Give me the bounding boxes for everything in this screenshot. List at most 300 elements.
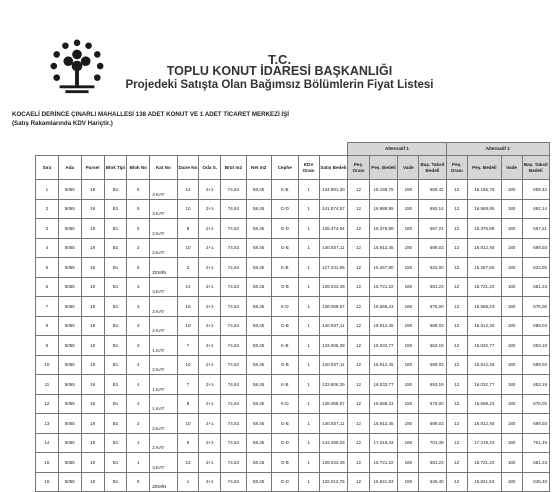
table-cell: 16.912,45 xyxy=(467,316,501,336)
table-cell: 16.568,23 xyxy=(369,394,398,414)
table-cell: 5055 xyxy=(58,277,81,297)
table-cell: 12 xyxy=(348,375,369,395)
table-cell: 5055 xyxy=(58,355,81,375)
table-cell: 16.032,77 xyxy=(369,375,398,395)
table-cell: 1 xyxy=(177,472,199,492)
price-table xyxy=(35,142,550,492)
table-row xyxy=(36,219,550,239)
table-cell: 10 xyxy=(177,414,199,434)
table-cell: 645,40 xyxy=(522,472,549,492)
table-cell: 141.574,57 xyxy=(319,199,348,219)
table-cell: 14 xyxy=(177,277,199,297)
table-cell: 11 xyxy=(36,375,59,395)
table-cell: 1 xyxy=(298,258,319,278)
table-cell: 15.267,80 xyxy=(467,258,501,278)
table-cell: ZEMİN xyxy=(150,472,177,492)
table-cell: 12 xyxy=(446,472,467,492)
table-cell: 180 xyxy=(501,316,522,336)
table-cell: B1 xyxy=(104,316,127,336)
table-cell: 74,63 xyxy=(221,316,246,336)
table-cell: 180 xyxy=(398,277,419,297)
table-cell: 1 xyxy=(298,453,319,473)
table-cell: 140.937,11 xyxy=(319,414,348,434)
table-cell: 622,00 xyxy=(419,258,446,278)
table-cell: 16.032,77 xyxy=(467,375,501,395)
table-cell: 16.376,99 xyxy=(369,219,398,239)
alternative-1-header: Alternatif 1 xyxy=(348,143,446,156)
table-row xyxy=(36,199,550,219)
table-cell: 74,63 xyxy=(221,414,246,434)
table-cell: 58,45 xyxy=(246,375,271,395)
table-cell: 9 xyxy=(177,433,199,453)
table-cell: 16.032,77 xyxy=(467,336,501,356)
table-row xyxy=(36,297,550,317)
table-cell: 140.937,11 xyxy=(319,238,348,258)
table-cell: 180 xyxy=(501,199,522,219)
table-cell: 3.KAT xyxy=(150,199,177,219)
table-cell: 1 xyxy=(298,433,319,453)
table-cell: 3.KAT xyxy=(150,297,177,317)
table-cell: 180 xyxy=(398,472,419,492)
table-cell: 58,45 xyxy=(246,199,271,219)
table-cell: 180 xyxy=(398,414,419,434)
table-cell: 15.267,80 xyxy=(369,258,398,278)
table-cell: 12 xyxy=(348,433,369,453)
table-cell: 19 xyxy=(81,394,104,414)
table-cell: 16 xyxy=(177,297,199,317)
table-cell: 1 xyxy=(298,199,319,219)
table-cell: 180 xyxy=(501,472,522,492)
column-header: Peş. Oranı xyxy=(446,156,467,180)
table-cell: 1 xyxy=(298,277,319,297)
table-cell: 16.185,76 xyxy=(467,180,501,200)
table-cell: 689,03 xyxy=(522,355,549,375)
table-cell: 12 xyxy=(348,336,369,356)
column-header: Brüt m2 xyxy=(221,156,246,180)
table-cell: 12 xyxy=(446,219,467,239)
table-cell: 180 xyxy=(398,433,419,453)
table-cell: 12 xyxy=(348,238,369,258)
table-cell: 12 xyxy=(348,414,369,434)
table-cell: 19 xyxy=(81,414,104,434)
table-cell: 1 xyxy=(298,238,319,258)
table-cell: B1 xyxy=(104,433,127,453)
table-cell: 58,45 xyxy=(246,180,271,200)
table-cell: 16.912,45 xyxy=(467,355,501,375)
table-cell: 140.937,11 xyxy=(319,355,348,375)
table-cell: 4 xyxy=(127,394,150,414)
table-row xyxy=(36,414,550,434)
table-cell: 74,63 xyxy=(221,355,246,375)
table-cell: 2+1 xyxy=(199,433,221,453)
table-cell: 5055 xyxy=(58,258,81,278)
table-cell: K-B xyxy=(271,336,298,356)
table-cell: 58,45 xyxy=(246,433,271,453)
table-cell: 12 xyxy=(348,199,369,219)
table-cell: 19 xyxy=(81,199,104,219)
table-cell: B1 xyxy=(104,336,127,356)
table-cell: 16.988,95 xyxy=(467,199,501,219)
table-cell: 180 xyxy=(501,336,522,356)
table-row xyxy=(36,375,550,395)
table-cell: 180 xyxy=(501,355,522,375)
table-cell: 74,63 xyxy=(221,375,246,395)
table-cell: 12 xyxy=(446,336,467,356)
table-cell: 58,45 xyxy=(246,316,271,336)
table-cell: 3 xyxy=(127,316,150,336)
table-cell: G-B xyxy=(271,355,298,375)
table-cell: 681,23 xyxy=(419,453,446,473)
table-cell: 5 xyxy=(127,199,150,219)
table-cell: 180 xyxy=(501,238,522,258)
table-cell: 622,00 xyxy=(522,258,549,278)
table-cell: 689,03 xyxy=(419,355,446,375)
table-cell: 2 xyxy=(36,199,59,219)
table-cell: 19 xyxy=(81,316,104,336)
table-cell: 5 xyxy=(127,472,150,492)
table-cell: 9 xyxy=(177,219,199,239)
table-cell: 74,63 xyxy=(221,258,246,278)
table-cell: 12 xyxy=(446,297,467,317)
table-cell: 74,63 xyxy=(221,238,246,258)
table-cell: 4 xyxy=(127,355,150,375)
table-cell: 5055 xyxy=(58,297,81,317)
table-row xyxy=(36,277,550,297)
table-cell: 1 xyxy=(127,433,150,453)
table-cell: 74,63 xyxy=(221,394,246,414)
table-cell: 4 xyxy=(36,238,59,258)
table-cell: 58,45 xyxy=(246,472,271,492)
table-cell: 180 xyxy=(398,453,419,473)
table-cell: 12 xyxy=(446,258,467,278)
table-cell: 13 xyxy=(36,414,59,434)
table-row xyxy=(36,336,550,356)
table-cell: 5 xyxy=(127,180,150,200)
table-cell: 16.721,22 xyxy=(467,277,501,297)
table-cell: 139.343,49 xyxy=(319,453,348,473)
table-cell: 74,63 xyxy=(221,472,246,492)
table-cell: 139.343,49 xyxy=(319,277,348,297)
table-cell: 19 xyxy=(81,277,104,297)
table-cell: 7 xyxy=(177,336,199,356)
table-cell: 138.068,57 xyxy=(319,297,348,317)
table-cell: 675,00 xyxy=(419,394,446,414)
table-cell: 12 xyxy=(36,394,59,414)
table-cell: K-B xyxy=(271,180,298,200)
table-cell: 5055 xyxy=(58,394,81,414)
table-cell: 12 xyxy=(348,180,369,200)
table-cell: 58,45 xyxy=(246,414,271,434)
table-cell: 19 xyxy=(81,472,104,492)
table-cell: 180 xyxy=(398,316,419,336)
table-cell: B1 xyxy=(104,277,127,297)
table-cell: 19 xyxy=(81,258,104,278)
table-cell: 2.KAT xyxy=(150,433,177,453)
table-cell: 180 xyxy=(501,394,522,414)
table-cell: 2+1 xyxy=(199,219,221,239)
table-cell: 3 xyxy=(36,219,59,239)
table-cell: 2+1 xyxy=(199,336,221,356)
table-cell: 1.KAT xyxy=(150,394,177,414)
table-cell: 127.231,65 xyxy=(319,258,348,278)
column-header: KDV Oranı xyxy=(298,156,319,180)
table-cell: 74,63 xyxy=(221,219,246,239)
table-cell: 1 xyxy=(298,297,319,317)
table-cell: 1 xyxy=(36,180,59,200)
table-cell: 1 xyxy=(298,180,319,200)
table-cell: B1 xyxy=(104,258,127,278)
table-cell: 19 xyxy=(81,297,104,317)
table-cell: B1 xyxy=(104,297,127,317)
table-cell: 74,63 xyxy=(221,277,246,297)
table-cell: 180 xyxy=(398,375,419,395)
table-cell: 180 xyxy=(501,258,522,278)
table-cell: 16.912,45 xyxy=(467,414,501,434)
table-cell: 15.841,53 xyxy=(369,472,398,492)
table-cell: 681,23 xyxy=(419,277,446,297)
table-row xyxy=(36,238,550,258)
table-cell: 1 xyxy=(298,336,319,356)
column-header: Blok Tipi xyxy=(104,156,127,180)
vat-note: (Satış Rakamlarında KDV Hariçtir.) xyxy=(12,120,113,127)
table-cell: 19 xyxy=(81,355,104,375)
table-cell: 681,23 xyxy=(522,453,549,473)
table-cell: 5055 xyxy=(58,180,81,200)
table-cell: 10 xyxy=(177,316,199,336)
table-cell: 2+1 xyxy=(199,316,221,336)
table-cell: 12 xyxy=(446,238,467,258)
table-cell: 133.606,39 xyxy=(319,336,348,356)
table-cell: 2 xyxy=(127,414,150,434)
table-cell: 2+1 xyxy=(199,453,221,473)
table-cell: 1.KAT xyxy=(150,336,177,356)
table-cell: 16.721,22 xyxy=(369,453,398,473)
table-cell: 136.474,94 xyxy=(319,219,348,239)
table-cell: 5055 xyxy=(58,433,81,453)
table-row xyxy=(36,180,550,200)
table-cell: 58,45 xyxy=(246,355,271,375)
table-cell: 5055 xyxy=(58,375,81,395)
table-cell: 2+1 xyxy=(199,394,221,414)
table-cell: 180 xyxy=(501,414,522,434)
table-cell: 74,63 xyxy=(221,453,246,473)
table-cell: B1 xyxy=(104,199,127,219)
table-cell: 16.185,76 xyxy=(369,180,398,200)
column-header: Daire No xyxy=(177,156,199,180)
project-title: KOCAELİ DERİNCE ÇINARLI MAHALLESİ 138 ADET KONUT VE 1 ADET TİCARET MERKEZİ İŞİ xyxy=(12,111,289,118)
table-cell: 74,63 xyxy=(221,336,246,356)
table-cell: K-B xyxy=(271,375,298,395)
column-header: Satış Bedeli xyxy=(319,156,348,180)
table-cell: 180 xyxy=(398,355,419,375)
table-cell: B1 xyxy=(104,394,127,414)
table-cell: ZEMİN xyxy=(150,258,177,278)
table-cell: 19 xyxy=(81,453,104,473)
column-header: Blok No xyxy=(127,156,150,180)
table-cell: 1 xyxy=(298,414,319,434)
table-row xyxy=(36,355,550,375)
table-cell: 7 xyxy=(177,375,199,395)
column-header: Peş. Bedeli xyxy=(467,156,501,180)
table-cell: 3.KAT xyxy=(150,277,177,297)
table-cell: 5055 xyxy=(58,316,81,336)
table-cell: G-B xyxy=(271,453,298,473)
table-cell: K-D xyxy=(271,394,298,414)
table-cell: 675,00 xyxy=(522,394,549,414)
header-list-title: Projedeki Satışta Olan Bağımsız Bölümlerin Fiyat Listesi xyxy=(125,79,434,91)
header-tc: T.C. xyxy=(267,52,292,67)
header-spacer xyxy=(36,143,348,156)
table-cell: 58,45 xyxy=(246,219,271,239)
table-cell: 12 xyxy=(348,277,369,297)
table-cell: 2+1 xyxy=(199,355,221,375)
table-cell: 17.219,43 xyxy=(369,433,398,453)
table-cell: 653,19 xyxy=(419,375,446,395)
table-cell: 1 xyxy=(298,472,319,492)
table-cell: 12 xyxy=(348,472,369,492)
table-cell: 1 xyxy=(127,453,150,473)
table-cell: G-B xyxy=(271,316,298,336)
table-cell: 12 xyxy=(348,297,369,317)
table-cell: 675,00 xyxy=(522,297,549,317)
table-cell: 58,45 xyxy=(246,336,271,356)
table-cell: 180 xyxy=(398,394,419,414)
column-header: Cephe xyxy=(271,156,298,180)
table-cell: 2+1 xyxy=(199,375,221,395)
table-cell: 180 xyxy=(501,453,522,473)
column-header: Vade xyxy=(501,156,522,180)
table-cell: 19 xyxy=(81,180,104,200)
table-cell: 16.912,45 xyxy=(369,355,398,375)
table-cell: 74,63 xyxy=(221,297,246,317)
column-header: Ada xyxy=(58,156,81,180)
table-row xyxy=(36,258,550,278)
table-cell: 17.219,43 xyxy=(467,433,501,453)
table-cell: 19 xyxy=(81,238,104,258)
table-cell: K-B xyxy=(271,258,298,278)
table-cell: 8 xyxy=(177,394,199,414)
table-cell: 645,40 xyxy=(419,472,446,492)
table-cell: 16.376,99 xyxy=(467,219,501,239)
table-cell: B1 xyxy=(104,472,127,492)
table-cell: 58,45 xyxy=(246,394,271,414)
table-cell: 12 xyxy=(446,433,467,453)
table-cell: 2.KAT xyxy=(150,414,177,434)
table-cell: 3.KAT xyxy=(150,180,177,200)
table-cell: 58,45 xyxy=(246,453,271,473)
table-cell: 16.912,45 xyxy=(369,238,398,258)
table-cell: 659,42 xyxy=(522,180,549,200)
table-cell: 180 xyxy=(501,219,522,239)
table-cell: 2+1 xyxy=(199,180,221,200)
table-cell: 14 xyxy=(36,433,59,453)
table-cell: 16.032,77 xyxy=(369,336,398,356)
table-cell: 692,14 xyxy=(522,199,549,219)
table-cell: 16.568,23 xyxy=(467,297,501,317)
table-cell: 19 xyxy=(81,219,104,239)
table-row xyxy=(36,316,550,336)
table-cell: 180 xyxy=(398,199,419,219)
table-cell: 2.KAT xyxy=(150,316,177,336)
table-cell: 180 xyxy=(501,180,522,200)
table-cell: 689,03 xyxy=(419,238,446,258)
table-cell: 58,45 xyxy=(246,258,271,278)
table-cell: 180 xyxy=(501,433,522,453)
table-cell: 689,03 xyxy=(419,414,446,434)
alternative-2-header: Alternatif 2 xyxy=(446,143,549,156)
table-cell: 10 xyxy=(177,238,199,258)
table-cell: 1 xyxy=(298,394,319,414)
table-cell: G-D xyxy=(271,472,298,492)
table-cell: 12 xyxy=(446,180,467,200)
column-header: Sıra xyxy=(36,156,59,180)
table-cell: 3 xyxy=(127,336,150,356)
table-cell: G-B xyxy=(271,414,298,434)
table-cell: 2 xyxy=(127,238,150,258)
table-cell: 653,19 xyxy=(522,336,549,356)
table-cell: 74,63 xyxy=(221,180,246,200)
table-cell: G-D xyxy=(271,199,298,219)
table-cell: 5055 xyxy=(58,199,81,219)
table-cell: 12 xyxy=(446,414,467,434)
table-cell: 12 xyxy=(446,453,467,473)
table-cell: 13 xyxy=(177,453,199,473)
table-cell: 675,00 xyxy=(419,297,446,317)
table-cell: 19 xyxy=(81,336,104,356)
table-cell: 180 xyxy=(398,297,419,317)
table-cell: 1 xyxy=(298,316,319,336)
table-cell: 10 xyxy=(36,355,59,375)
table-cell: B1 xyxy=(104,375,127,395)
table-cell: 659,42 xyxy=(419,180,446,200)
table-cell: 1 xyxy=(298,219,319,239)
table-cell: 9 xyxy=(36,336,59,356)
table-cell: 16 xyxy=(36,472,59,492)
column-header: Baş. Taksit Bedeli xyxy=(419,156,446,180)
table-cell: 3 xyxy=(127,277,150,297)
table-row xyxy=(36,394,550,414)
table-cell: 2.KAT xyxy=(150,219,177,239)
table-cell: 4 xyxy=(127,375,150,395)
table-cell: B1 xyxy=(104,453,127,473)
table-cell: 2+1 xyxy=(199,297,221,317)
table-cell: 180 xyxy=(501,297,522,317)
table-cell: 16.912,45 xyxy=(369,414,398,434)
table-cell: 12 xyxy=(446,375,467,395)
table-cell: 2+1 xyxy=(199,277,221,297)
table-cell: 14 xyxy=(177,180,199,200)
column-header: Baş. Taksit Bedeli xyxy=(522,156,549,180)
table-row xyxy=(36,453,550,473)
table-cell: 5055 xyxy=(58,238,81,258)
table-cell: 3 xyxy=(177,258,199,278)
table-cell: 2+1 xyxy=(199,258,221,278)
column-header: Vade xyxy=(398,156,419,180)
table-cell: 12 xyxy=(446,355,467,375)
table-cell: 6 xyxy=(36,277,59,297)
table-cell: 12 xyxy=(446,316,467,336)
table-cell: 12 xyxy=(348,394,369,414)
table-cell: 180 xyxy=(398,219,419,239)
table-cell: 12 xyxy=(446,394,467,414)
column-header: Kat No xyxy=(150,156,177,180)
column-header: Oda S. xyxy=(199,156,221,180)
table-cell: 2.KAT xyxy=(150,355,177,375)
table-cell: 689,03 xyxy=(419,316,446,336)
table-cell: 140.937,11 xyxy=(319,316,348,336)
table-cell: 2.KAT xyxy=(150,238,177,258)
table-cell: K-D xyxy=(271,297,298,317)
